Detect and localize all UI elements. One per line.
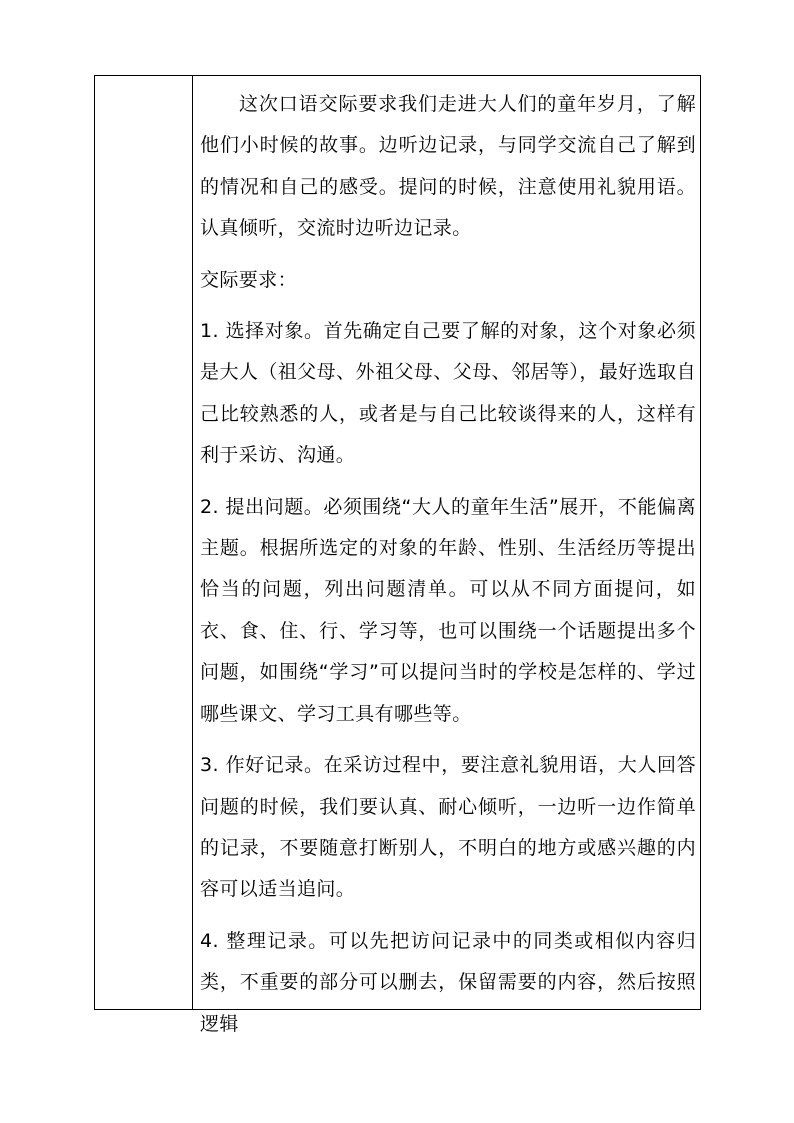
- requirements-heading: 交际要求：: [200, 268, 298, 291]
- intro-paragraph: 这次口语交际要求我们走进大人们的童年岁月，了解他们小时候的故事。边听边记录，与同学交流自己了解到的情况和自己的感受。提问的时候，注意使用礼貌用语。认真倾听，交流时边听边记录。: [200, 93, 696, 240]
- table-left-cell: [95, 76, 193, 1009]
- table-content-cell: [193, 76, 700, 1035]
- requirement-item-4: 4. 整理记录。可以先把访问记录中的同类或相似内容归类，不重要的部分可以删去，保留需要的内容，然后按照逻辑: [200, 929, 696, 1035]
- requirement-item-2: 2. 提出问题。必须围绕“大人的童年生活”展开，不能偏离主题。根据所选定的对象的年龄、性别、生活经历等提出恰当的问题，列出问题清单。可以从不同方面提问，如衣、食、住、行、学习等，也可以围绕一个话题提出多个问题，如围绕“学习”可以提问当时的学校是怎样的、学过哪些课文、学习工具有哪些等。: [200, 495, 696, 725]
- requirement-item-3: 3. 作好记录。在采访过程中，要注意礼貌用语，大人回答问题的时候，我们要认真、耐心倾听，一边听一边作简单的记录，不要随意打断别人，不明白的地方或感兴趣的内容可以适当追问。: [200, 754, 696, 901]
- requirement-item-1: 1. 选择对象。首先确定自己要了解的对象，这个对象必须是大人（祖父母、外祖父母、父母、邻居等），最好选取自己比较熟悉的人，或者是与自己比较谈得来的人，这样有利于采访、沟通。: [200, 320, 696, 467]
- document-table: [94, 75, 701, 1035]
